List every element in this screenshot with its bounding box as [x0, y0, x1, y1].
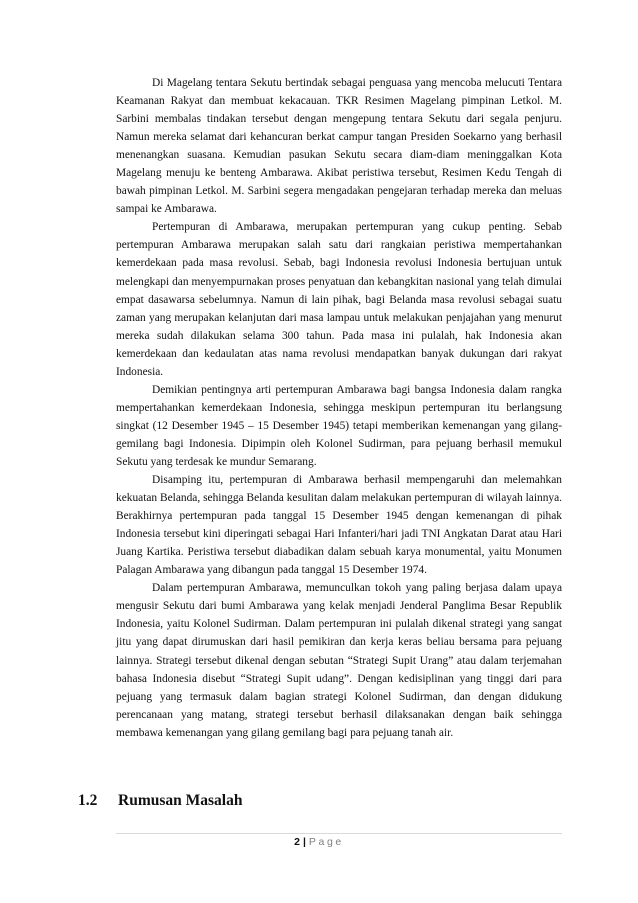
section-number: 1.2 — [78, 792, 98, 809]
section-heading — [78, 792, 242, 810]
paragraph-3: Demikian pentingnya arti pertempuran Ambarawa bagi bangsa Indonesia dalam rangka mempertahankan kemerdekaan Indonesia, sehingga meskipun pertempuran itu berlangsung singkat (12 Desember 1945 – 15 Desember 1945) tetapi memberikan kemenangan yang gilang-gemilang bagi Indonesia. Dipimpin oleh Kolonel Sudirman, para pejuang berhasil memukul Sekutu yang terdesak ke mundur Semarang. — [116, 383, 562, 468]
page-label: Page — [308, 836, 344, 848]
body-text — [116, 74, 562, 742]
section-title: Rumusan Masalah — [118, 792, 243, 809]
paragraph-2: Pertempuran di Ambarawa, merupakan pertempuran yang cukup penting. Sebab pertempuran Ambarawa merupakan salah satu dari rangkaian peristiwa mempertahankan kemerdekaan pada masa revolusi. Sebab, bagi Indonesia revolusi Indonesia bertujuan untuk melengkapi dan menyempurnakan proses penyatuan dan kebangkitan nasional yang telah dimulai empat dasawarsa sebelumnya. Namun di lain pihak, bagi Belanda masa revolusi sebagai suatu zaman yang merupakan kelanjutan dari masa lampau untuk melakukan penjajahan yang menurut mereka sudah dilakukan selama 300 tahun. Pada masa ini pulalah, hak Indonesia akan kemerdekaan dan kedaulatan atas nama revolusi mendapatkan banyak dukungan dari rakyat Indonesia. — [116, 221, 562, 378]
paragraph-1: Di Magelang tentara Sekutu bertindak sebagai penguasa yang mencoba melucuti Tentara Keamanan Rakyat dan membuat kekacauan. TKR Resimen Magelang pimpinan Letkol. M. Sarbini membalas tindakan tersebut dengan mengepung tentara Sekutu dari segala penjuru. Namun mereka selamat dari kehancuran berkat campur tangan Presiden Soekarno yang berhasil menenangkan suasana. Kemudian pasukan Sekutu secara diam-diam meninggalkan Kota Magelang menuju ke benteng Ambarawa. Akibat peristiwa tersebut, Resimen Kedu Tengah di bawah pimpinan Letkol. M. Sarbini segera mengadakan pengejaran terhadap mereka dan meluas sampai ke Ambarawa. — [116, 77, 562, 216]
footer-divider — [116, 833, 562, 834]
paragraph-5: Dalam pertempuran Ambarawa, memunculkan tokoh yang paling berjasa dalam upaya mengusir Sekutu dari bumi Ambarawa yang kelak menjadi Jenderal Panglima Besar Republik Indonesia, yaitu Kolonel Sudirman. Dalam pertempuran ini pulalah dikenal strategi yang sangat jitu yang dapat dirumuskan dari hasil pemikiran dan kerja keras beliau bersama para pejuang lainnya. Strategi tersebut dikenal dengan sebutan “Strategi Supit Urang” atau dalam terjemahan bahasa Indonesia disebut “Strategi Supit udang”. Dengan kedisiplinan yang tinggi dari para pejuang yang termasuk dalam bagian strategi Kolonel Sudirman, dan dengan didukung perencanaan yang matang, strategi tersebut berhasil dilaksanakan dengan baik sehingga membawa kemenangan yang gilang gemilang bagi para pejuang tanah air. — [116, 582, 562, 739]
paragraph-4: Disamping itu, pertempuran di Ambarawa berhasil mempengaruhi dan melemahkan kekuatan Belanda, sehingga Belanda kesulitan dalam melakukan pertempuran di wilayah lainnya. Berakhirnya pertempuran pada tanggal 15 Desember 1945 dengan kemenangan di pihak Indonesia tersebut kini diperingati sebagai Hari Infanteri/hari jadi TNI Angkatan Darat atau Hari Juang Kartika. Peristiwa tersebut diabadikan dalam sebuah karya monumental, yaitu Monumen Palagan Ambarawa yang dibangun pada tanggal 15 Desember 1974. — [116, 474, 562, 577]
footer-separator: | — [302, 836, 306, 848]
page-number: 2 — [294, 836, 300, 848]
page-footer — [0, 836, 638, 848]
